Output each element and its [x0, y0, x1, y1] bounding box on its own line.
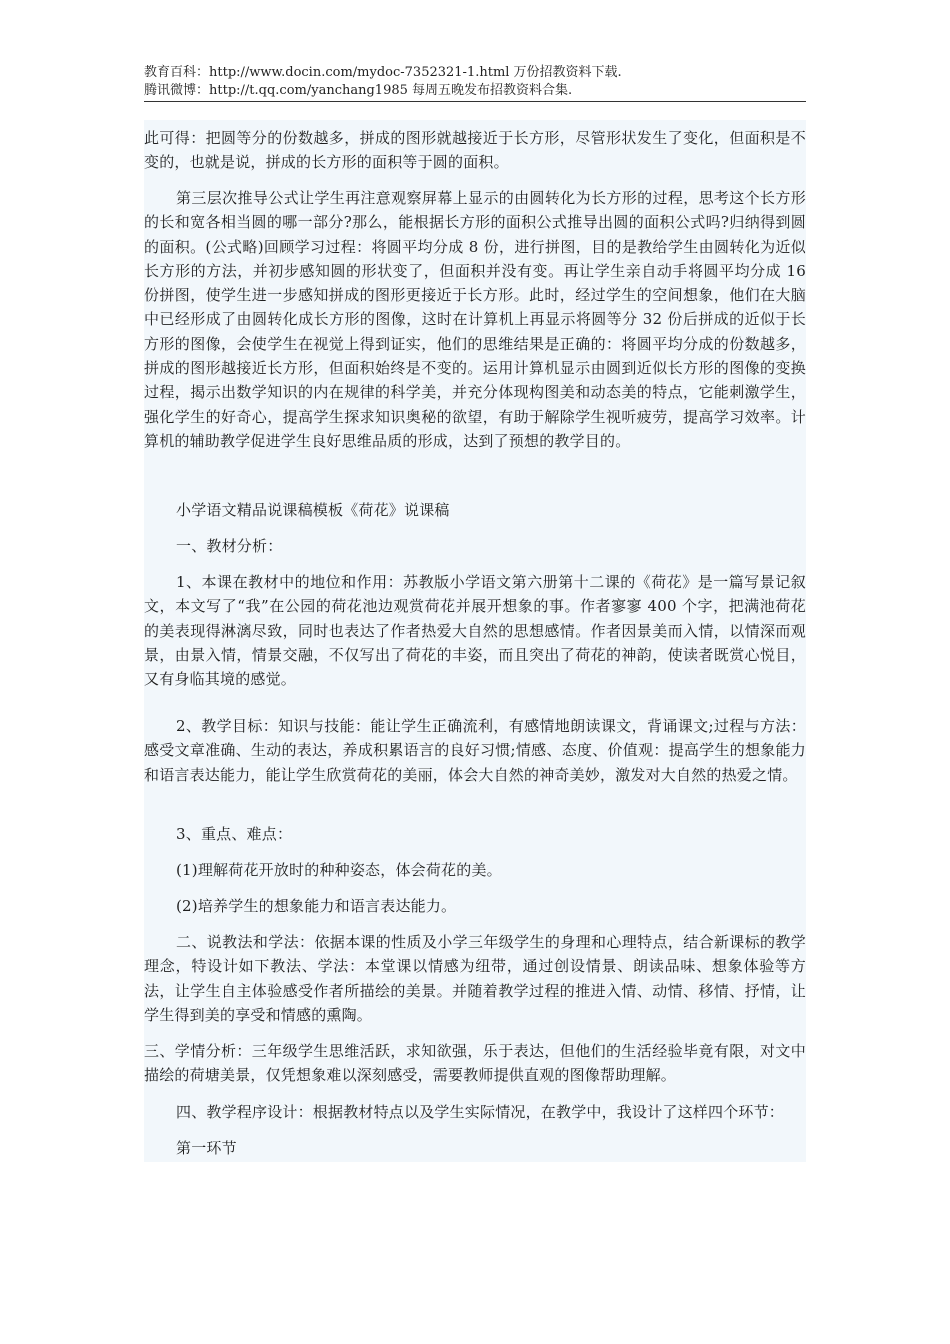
paragraph-teaching-goals: 2、教学目标：知识与技能：能让学生正确流利，有感情地朗读课文，背诵课文;过程与方法：感受文章准确、生动的表达，养成积累语言的良好习惯;情感、态度、价值观：提高学生的想象能力和语言表达能力，能让学生欣赏荷花的美丽，体会大自然的神奇美妙，激发对大自然的热爱之情。 [144, 717, 806, 784]
paragraph-methods: 二、说教法和学法：依据本课的性质及小学三年级学生的身理和心理特点，结合新课标的教学理念，特设计如下教法、学法：本堂课以情感为纽带，通过创设情景、朗读品味、想象体验等方法，让学生自主体验感受作者所描绘的美景。并随着教学过程的推进入情、动情、移情、抒情，让学生得到美的享受和情感的熏陶。 [144, 933, 806, 1024]
header-divider [144, 101, 806, 102]
header-link-weibo[interactable]: 腾讯微博：http://t.qq.com/yanchang1985 每周五晚发布招教资料合集. [144, 83, 573, 98]
paragraph-third-level: 第三层次推导公式让学生再注意观察屏幕上显示的由圆转化为长方形的过程，思考这个长方形的长和宽各相当圆的哪一部分?那么，能根据长方形的面积公式推导出圆的面积公式吗?归纳得到圆的面积。(公式略)回顾学习过程：将圆平均分成 8 份，进行拼图，目的是教给学生由圆转化为近似长方形的方法，并初步感知圆的形状变了，但面积并没有变。再让学生亲自动手将圆平均分成 16 份拼图，使学生进一步感知拼成的图形更接近于长方形。此时，经过学生的空间想象，他们在大脑中已经形成了由圆转化成长方形的图像，这时在计算机上再显示将圆等分 32 份后拼成的近似于长方形的图像，会使学生在视觉上得到证实，他们的思维结果是正确的：将圆平均分成的份数越多，拼成的图形越接近长方形，但面积始终是不变的。运用计算机显示由圆到近似长方形的图像的变换过程，揭示出数学知识的内在规律的科学美，并充分体现构图美和动态美的特点，它能刺激学生，强化学生的好奇心，提高学生探求知识奥秘的欲望，有助于解除学生视听疲劳，提高学习效率。计算机的辅助教学促进学生良好思维品质的形成，达到了预想的教学目的。 [144, 189, 806, 450]
paragraph-lesson-title: 小学语文精品说课稿模板《荷花》说课稿 [176, 501, 450, 519]
document-body [144, 120, 806, 1162]
page-header [144, 64, 806, 100]
list-item-key-point-1: (1)理解荷花开放时的种种姿态，体会荷花的美。 [176, 861, 502, 879]
paragraph-textbook-role: 1、本课在教材中的地位和作用：苏教版小学语文第六册第十二课的《荷花》是一篇写景记叙文，本文写了“我”在公园的荷花池边观赏荷花并展开想象的事。作者寥寥 400 个字，把满池荷花的美表现得淋漓尽致，同时也表达了作者热爱大自然的思想感情。作者因景美而入情，以情深而观景，由景入情，情景交融，不仅写出了荷花的丰姿，而且突出了荷花的神韵，使读者既赏心悦目，又有身临其境的感觉。 [144, 573, 806, 689]
paragraph-student-analysis: 三、学情分析：三年级学生思维活跃，求知欲强，乐于表达，但他们的生活经验毕竟有限，对文中描绘的荷塘美景，仅凭想象难以深刻感受，需要教师提供直观的图像帮助理解。 [144, 1042, 806, 1085]
section-heading-materials: 一、教材分析： [176, 537, 283, 555]
section-heading-key-points: 3、重点、难点： [176, 825, 293, 843]
header-link-docin[interactable]: 教育百科：http://www.docin.com/mydoc-7352321-1.html 万份招教资料下载. [144, 65, 622, 80]
list-item-key-point-2: (2)培养学生的想象能力和语言表达能力。 [176, 897, 457, 915]
section-heading-first-step: 第一环节 [176, 1139, 237, 1157]
paragraph-circle-conclusion: 此可得：把圆等分的份数越多，拼成的图形就越接近于长方形，尽管形状发生了变化，但面积是不变的，也就是说，拼成的长方形的面积等于圆的面积。 [144, 129, 806, 172]
paragraph-program-design: 四、教学程序设计：根据教材特点以及学生实际情况，在教学中，我设计了这样四个环节： [176, 1103, 785, 1121]
